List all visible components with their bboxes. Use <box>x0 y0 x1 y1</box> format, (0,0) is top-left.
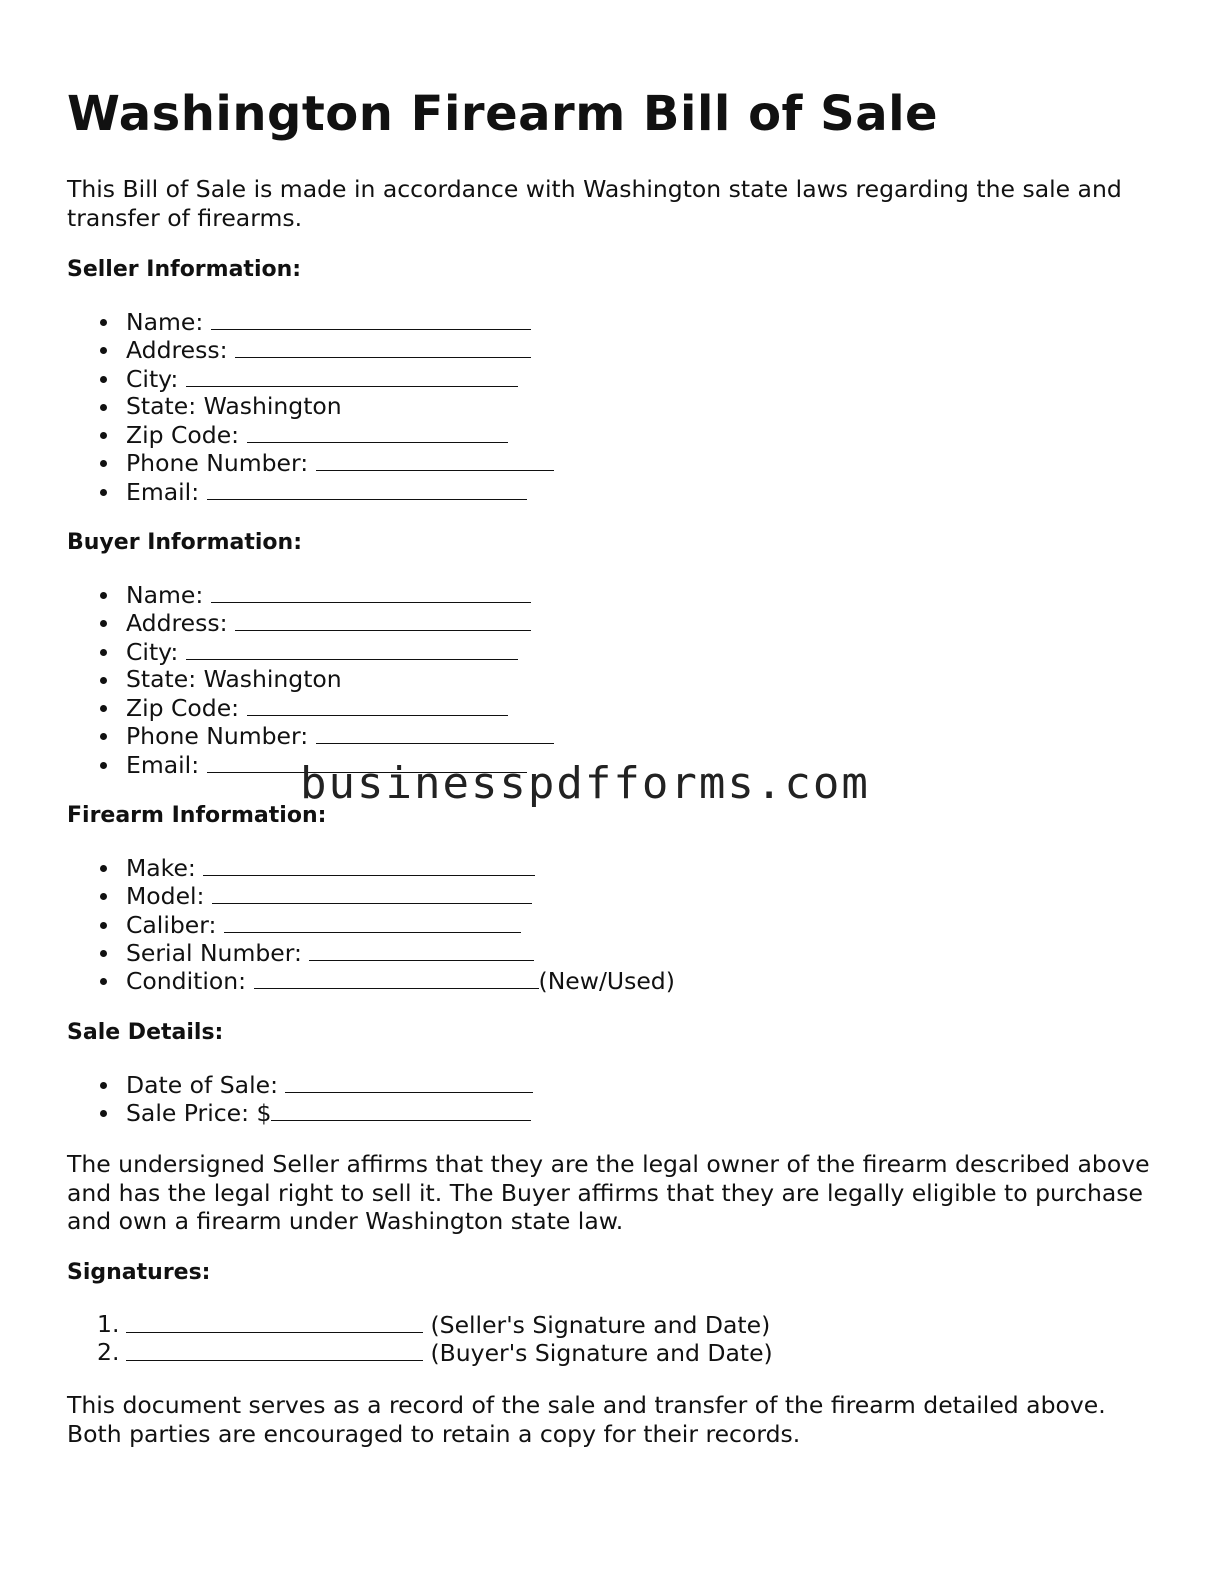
seller-zip-blank[interactable] <box>247 420 508 443</box>
sale-date-field: Date of Sale: <box>67 1070 533 1098</box>
buyer-city-blank[interactable] <box>186 637 518 660</box>
seller-signature-blank[interactable] <box>126 1310 423 1333</box>
buyer-phone-field: Phone Number: <box>67 721 554 749</box>
watermark-text: businesspdfforms.com <box>300 758 870 809</box>
firearm-serial-blank[interactable] <box>309 938 534 961</box>
sale-price-field: Sale Price: $ <box>67 1098 533 1126</box>
seller-signature-line: 1. (Seller's Signature and Date) <box>97 1310 771 1339</box>
seller-phone-field: Phone Number: <box>67 448 554 476</box>
firearm-serial-field: Serial Number: <box>67 938 675 966</box>
buyer-name-blank[interactable] <box>211 580 531 603</box>
sale-date-blank[interactable] <box>285 1070 533 1093</box>
signature-list <box>67 1310 773 1367</box>
seller-email-blank[interactable] <box>207 477 527 500</box>
firearm-make-blank[interactable] <box>203 853 535 876</box>
firearm-condition-field: Condition: (New/Used) <box>67 966 675 994</box>
seller-city-blank[interactable] <box>186 364 518 387</box>
buyer-zip-blank[interactable] <box>247 693 508 716</box>
firearm-model-blank[interactable] <box>212 881 532 904</box>
sale-price-blank[interactable] <box>271 1098 531 1121</box>
seller-name-field: Name: <box>67 307 554 335</box>
intro-paragraph: This Bill of Sale is made in accordance with Washington state laws regarding the sale and transfer of firearms. <box>67 175 1122 232</box>
seller-phone-blank[interactable] <box>316 448 554 471</box>
sale-heading: Sale Details: <box>67 1020 224 1045</box>
buyer-address-field: Address: <box>67 608 554 636</box>
seller-zip-field: Zip Code: <box>67 420 554 448</box>
signatures-heading: Signatures: <box>67 1260 211 1285</box>
buyer-heading: Buyer Information: <box>67 530 302 555</box>
seller-city-field: City: <box>67 364 554 392</box>
firearm-caliber-field: Caliber: <box>67 910 675 938</box>
firearm-heading: Firearm Information: <box>67 803 327 828</box>
seller-name-blank[interactable] <box>211 307 531 330</box>
firearm-caliber-blank[interactable] <box>224 910 521 933</box>
seller-address-blank[interactable] <box>235 335 531 358</box>
seller-heading: Seller Information: <box>67 257 302 282</box>
sale-field-list <box>67 1070 533 1127</box>
closing-paragraph: This document serves as a record of the sale and transfer of the firearm detailed above. Both parties are encouraged to retain a copy for their records. <box>67 1391 1106 1448</box>
seller-address-field: Address: <box>67 335 554 363</box>
firearm-model-field: Model: <box>67 881 675 909</box>
buyer-zip-field: Zip Code: <box>67 693 554 721</box>
buyer-state-field: State: Washington <box>67 665 554 693</box>
buyer-email-field: Email: <box>67 750 554 778</box>
buyer-signature-line: 2. (Buyer's Signature and Date) <box>97 1338 773 1368</box>
buyer-name-field: Name: <box>67 580 554 608</box>
seller-field-list <box>67 307 554 505</box>
firearm-condition-blank[interactable] <box>254 966 539 989</box>
document-title: Washington Firearm Bill of Sale <box>67 86 939 142</box>
buyer-city-field: City: <box>67 637 554 665</box>
buyer-phone-blank[interactable] <box>316 721 554 744</box>
firearm-make-field: Make: <box>67 853 675 881</box>
buyer-signature-blank[interactable] <box>126 1338 423 1361</box>
buyer-field-list <box>67 580 554 778</box>
seller-state-field: State: Washington <box>67 392 554 420</box>
affirmation-paragraph: The undersigned Seller affirms that they are the legal owner of the firearm described above and has the legal right to sell it. The Buyer affirms that they are legally eligible to purchase and own a firearm under Washington state law. <box>67 1150 1150 1235</box>
seller-email-field: Email: <box>67 477 554 505</box>
firearm-field-list <box>67 853 675 994</box>
buyer-address-blank[interactable] <box>235 608 531 631</box>
